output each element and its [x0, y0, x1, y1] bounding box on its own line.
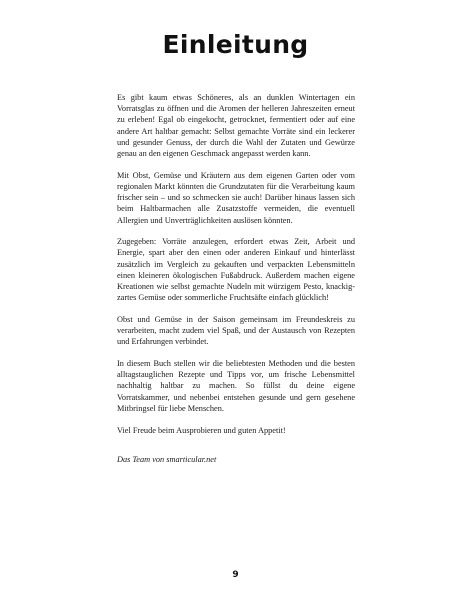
paragraph-4: Obst und Gemüse in der Saison gemeinsam im Freundeskreis zu verarbeiten, macht zudem viel Spaß, und der Austausch von Rezepten und Erfahrungen verbindet. [117, 314, 355, 347]
signature: Das Team von smarticular.net [117, 454, 217, 464]
body-text [117, 92, 355, 475]
paragraph-3: Zugegeben: Vorräte anzulegen, erfordert etwas Zeit, Arbeit und Energie, spart aber den einen oder anderen Einkauf und hinterlässt zusätzlich im Vergleich zu gekauften und verpackten Lebensmitteln einen kleineren ökologischen Fußabdruck. Außerdem machen eigene Kreationen wie selbst gemachte Nudeln mit würzigem Pesto, knackig-zartes Gemüse oder sommerliche Fruchtsäfte einfach glücklich! [117, 237, 355, 303]
paragraph-1: Es gibt kaum etwas Schöneres, als an dunklen Wintertagen ein Vorratsglas zu öffnen und die Aromen der helleren Jahreszeiten erneut zu erleben! Egal ob eingekocht, getrocknet, fermentiert oder auf eine andere Art haltbar gemacht: Selbst gemachte Vorräte sind ein leckerer und gesunder Genuss, der durch die Wahl der Zutaten und Gewürze genau an den eigenen Geschmack angepasst werden kann. [117, 93, 355, 159]
paragraph-5: In diesem Buch stellen wir die beliebtesten Methoden und die besten alltagstauglichen Rezepte und Tipps vor, um frische Lebensmittel nachhaltig haltbar zu machen. So füllst du deine eigene Vorratskammer, und nebenbei entstehen gesunde und gern gesehene Mitbringsel für liebe Menschen. [117, 359, 355, 413]
page-number: 9 [232, 570, 239, 580]
paragraph-6: Viel Freude beim Ausprobieren und guten Appetit! [117, 425, 286, 435]
page-title: Einleitung [162, 30, 309, 59]
paragraph-2: Mit Obst, Gemüse und Kräutern aus dem eigenen Garten oder vom regionalen Markt könnten die Grundzutaten für die Verarbeitung kaum frischer sein – und so schmecken sie auch! Darüber hinaus lassen sich beim Haltbarmachen alle Zusatzstoffe vermeiden, die eventuell Allergien und Unverträglichkeiten auslösen könnten. [117, 170, 355, 225]
